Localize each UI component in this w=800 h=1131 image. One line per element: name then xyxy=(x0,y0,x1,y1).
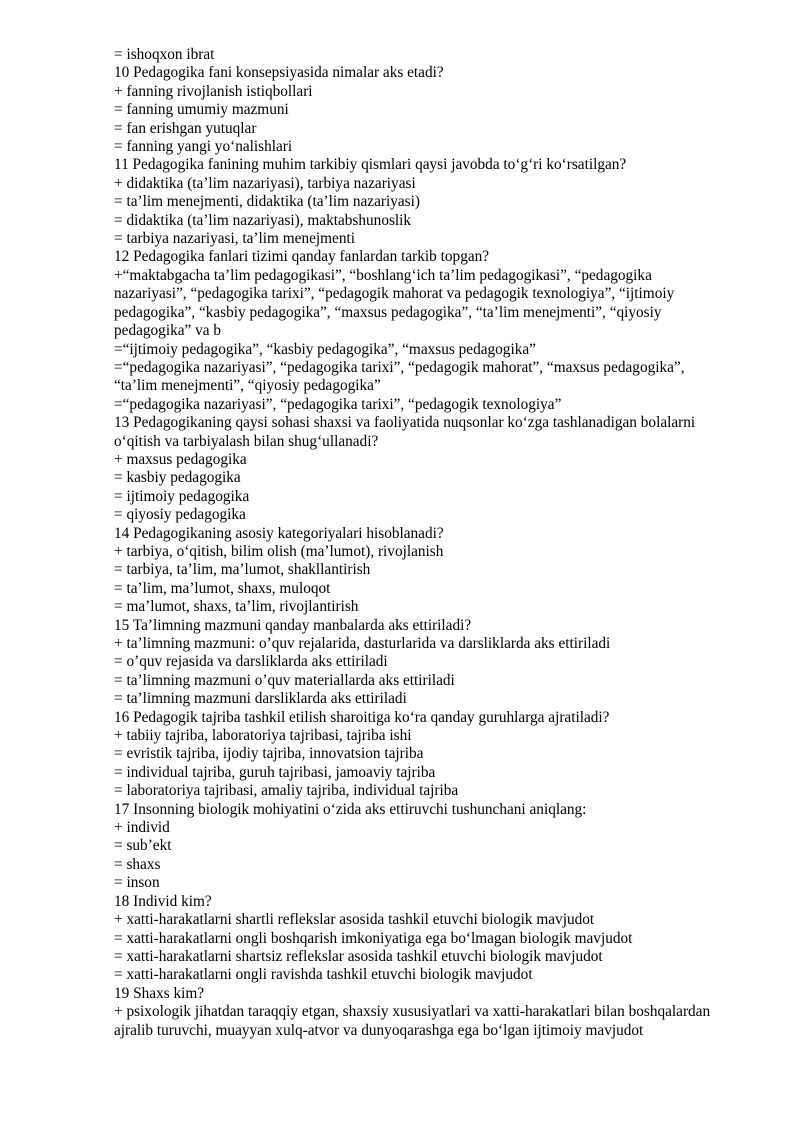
text-line: 17 Insonning biologik mohiyatini o‘zida aks ettiruvchi tushunchani aniqlang: xyxy=(114,800,587,818)
text-line: = xatti-harakatlarni ongli ravishda tashkil etuvchi biologik mavjudot xyxy=(114,966,533,984)
text-line: = ta’limning mazmuni o’quv materiallarda aks ettiriladi xyxy=(114,671,455,689)
text-line: + tabiiy tajriba, laboratoriya tajribasi, tajriba ishi xyxy=(114,727,412,745)
text-line: = o’quv rejasida va darsliklarda aks ettiriladi xyxy=(114,653,388,671)
text-line: 18 Individ kim? xyxy=(114,892,212,910)
text-line: = inson xyxy=(114,874,160,892)
text-line: = individual tajriba, guruh tajribasi, jamoaviy tajriba xyxy=(114,763,436,781)
text-line: = ta’lim menejmenti, didaktika (ta’lim nazariyasi) xyxy=(114,193,420,211)
text-line: 11 Pedagogika fanining muhim tarkibiy qismlari qaysi javobda to‘g‘ri ko‘rsatilgan? xyxy=(114,156,627,174)
text-line: + individ xyxy=(114,819,170,837)
text-line: + didaktika (ta’lim nazariyasi), tarbiya nazariyasi xyxy=(114,174,416,192)
text-line: = fanning yangi yo‘nalishlari xyxy=(114,138,293,156)
text-line: = sub’ekt xyxy=(114,837,172,855)
text-line: + xatti-harakatlarni shartli reflekslar asosida tashkil etuvchi biologik mavjudot xyxy=(114,911,595,929)
text-line: = fan erishgan yutuqlar xyxy=(114,119,257,137)
text-line: =“pedagogika nazariyasi”, “pedagogika tarixi”, “pedagogik mahorat”, “maxsus pedagogika”, xyxy=(114,358,685,376)
text-line: + psixologik jihatdan taraqqiy etgan, shaxsiy xususiyatlari va xatti-harakatlari bilan boshqalardan xyxy=(114,1003,711,1021)
text-line: =“ijtimoiy pedagogika”, “kasbiy pedagogika”, “maxsus pedagogika” xyxy=(114,340,536,358)
text-line: = didaktika (ta’lim nazariyasi), maktabshunoslik xyxy=(114,211,412,229)
text-line: = qiyosiy pedagogika xyxy=(114,506,246,524)
text-line: = xatti-harakatlarni ongli boshqarish imkoniyatiga ega bo‘lmagan biologik mavjudot xyxy=(114,929,633,947)
text-line: = shaxs xyxy=(114,855,161,873)
text-line: +“maktabgacha ta’lim pedagogikasi”, “boshlang‘ich ta’lim pedagogikasi”, “pedagogika xyxy=(114,266,652,284)
text-line: pedagogika”, “kasbiy pedagogika”, “maxsus pedagogika”, “ta’lim menejmenti”, “qiyosiy xyxy=(114,303,662,321)
text-line: =“pedagogika nazariyasi”, “pedagogika tarixi”, “pedagogik texnologiya” xyxy=(114,395,562,413)
text-line: 16 Pedagogik tajriba tashkil etilish sharoitiga ko‘ra qanday guruhlarga ajratiladi? xyxy=(114,708,610,726)
text-line: + ta’limning mazmuni: o’quv rejalarida, dasturlarida va darsliklarda aks ettiriladi xyxy=(114,635,611,652)
text-line: = xatti-harakatlarni shartsiz reflekslar asosida tashkil etuvchi biologik mavjudot xyxy=(114,947,603,965)
text-line: = kasbiy pedagogika xyxy=(114,469,241,487)
text-line: + maxsus pedagogika xyxy=(114,450,247,468)
text-line: = ma’lumot, shaxs, ta’lim, rivojlantirish xyxy=(114,598,359,616)
text-line: o‘qitish va tarbiyalash bilan shug‘ullanadi? xyxy=(114,432,379,450)
text-line: 10 Pedagogika fani konsepsiyasida nimalar aks etadi? xyxy=(114,64,444,82)
text-line: = ishoqxon ibrat xyxy=(114,46,215,63)
text-line: = laboratoriya tajribasi, amaliy tajriba, individual tajriba xyxy=(114,782,459,800)
text-line: + tarbiya, o‘qitish, bilim olish (ma’lumot), rivojlanish xyxy=(114,542,444,560)
text-line: “ta’lim menejmenti”, “qiyosiy pedagogika” xyxy=(114,377,381,395)
text-line: ajralib turuvchi, muayyan xulq-atvor va dunyoqarashga ega bo‘lgan ijtimoiy mavjudot xyxy=(114,1021,644,1039)
text-line: 13 Pedagogikaning qaysi sohasi shaxsi va faoliyatida nuqsonlar ko‘zga tashlanadigan bolalarni xyxy=(114,414,696,432)
text-line: 19 Shaxs kim? xyxy=(114,984,205,1002)
text-line: 15 Ta’limning mazmuni qanday manbalarda aks ettiriladi? xyxy=(114,616,472,634)
text-line: = evristik tajriba, ijodiy tajriba, innovatsion tajriba xyxy=(114,745,424,763)
text-line: = tarbiya, ta’lim, ma’lumot, shakllantirish xyxy=(114,561,371,579)
text-line: = ta’lim, ma’lumot, shaxs, muloqot xyxy=(114,579,331,597)
text-line: = tarbiya nazariyasi, ta’lim menejmenti xyxy=(114,230,355,248)
text-line: pedagogika” va b xyxy=(114,322,222,340)
text-line: 12 Pedagogika fanlari tizimi qanday fanlardan tarkib topgan? xyxy=(114,248,490,266)
document-body xyxy=(114,46,760,1040)
text-line: 14 Pedagogikaning asosiy kategoriyalari hisoblanadi? xyxy=(114,524,444,542)
text-line: nazariyasi”, “pedagogika tarixi”, “pedagogik mahorat va pedagogik texnologiya”, “ijtimoiy xyxy=(114,285,675,303)
text-line: = ijtimoiy pedagogika xyxy=(114,487,250,505)
text-line: + fanning rivojlanish istiqbollari xyxy=(114,82,313,100)
text-line: = ta’limning mazmuni darsliklarda aks ettiriladi xyxy=(114,690,407,708)
text-line: = fanning umumiy mazmuni xyxy=(114,101,289,119)
